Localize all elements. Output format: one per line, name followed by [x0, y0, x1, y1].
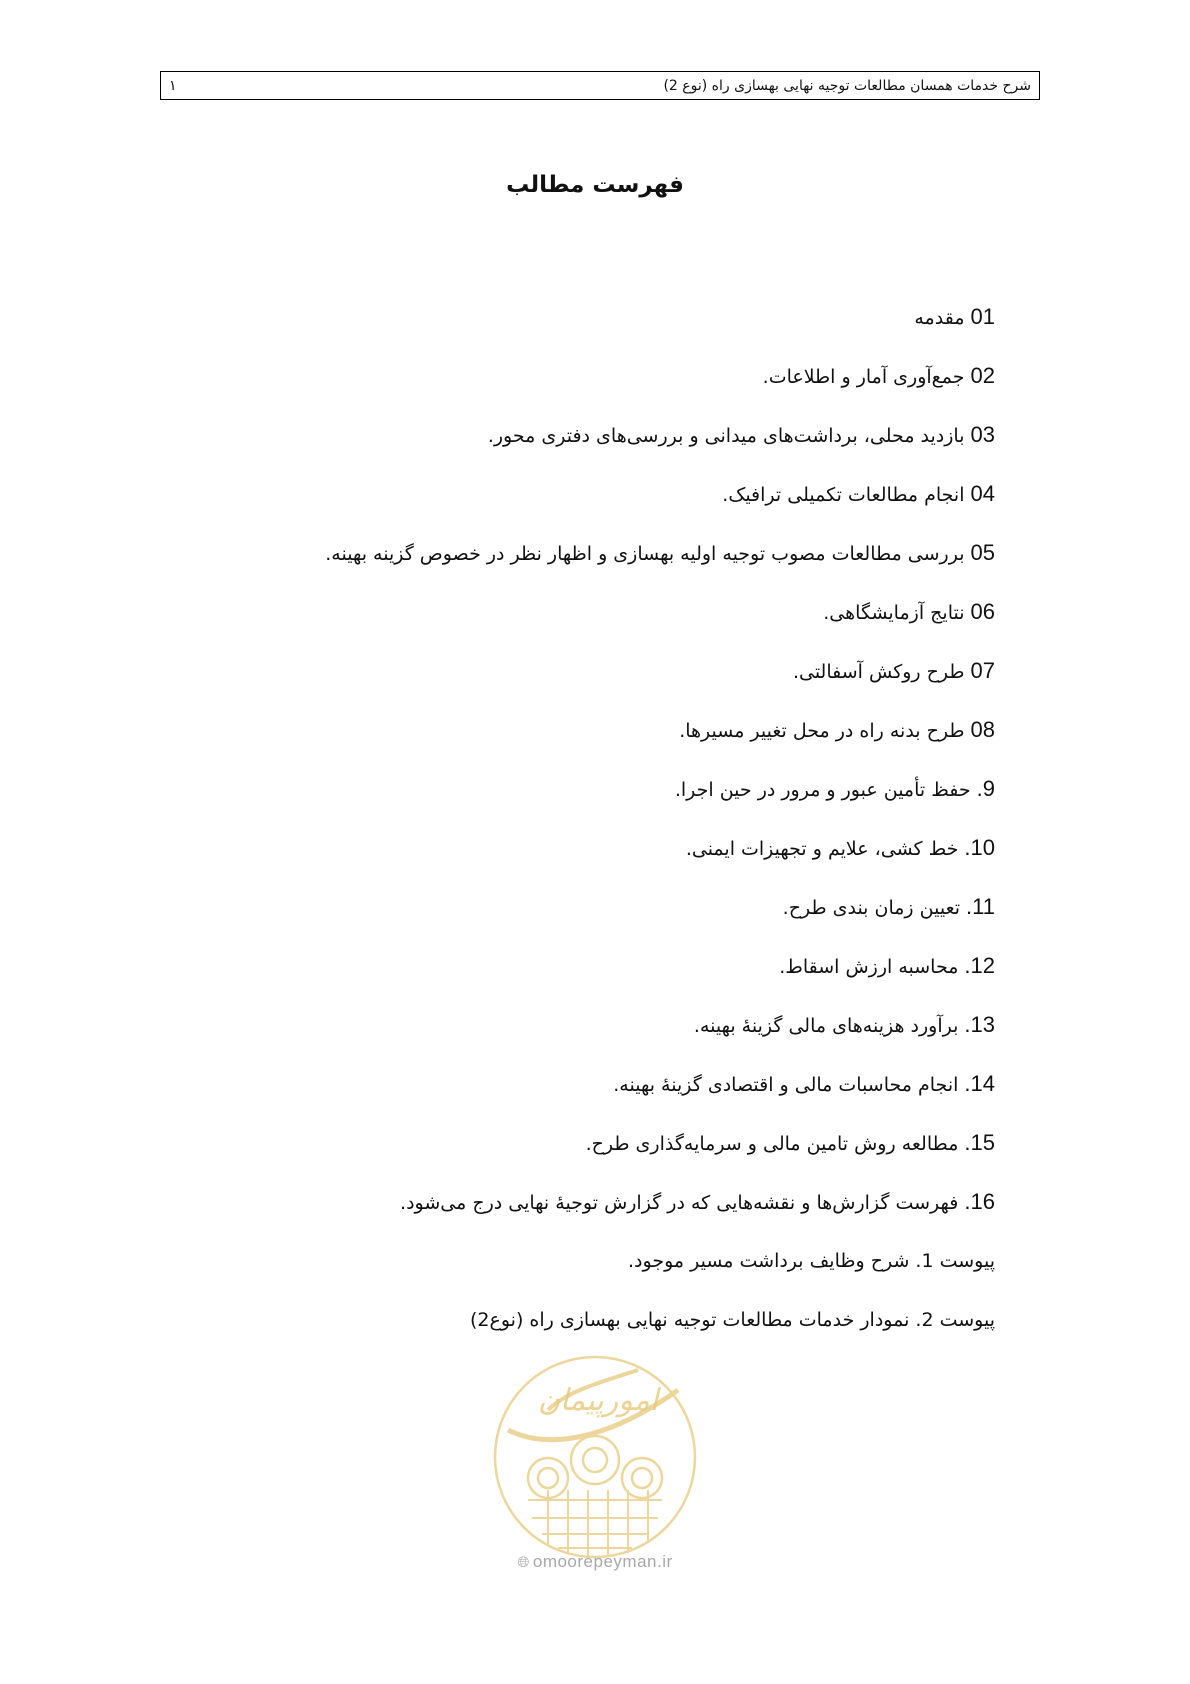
toc-item-text: جمع‌آوری آمار و اطلاعات. — [762, 366, 965, 388]
toc-item-text: نتایج آزمایشگاهی. — [823, 602, 965, 624]
toc-item-number: 16. — [964, 1189, 995, 1214]
toc-item-text: تعیین زمان بندی طرح. — [782, 897, 961, 919]
toc-item-text: برآورد هزینه‌های مالی گزینۀ بهینه. — [693, 1015, 959, 1037]
toc-item-number: 10. — [964, 835, 995, 860]
header-doc-title: شرح خدمات همسان مطالعات توجیه نهایی بهسازی راه (نوع 2) — [663, 77, 1031, 94]
header-page-number: ۱ — [169, 77, 177, 94]
toc-item — [135, 715, 995, 774]
watermark-website: omoorepeyman.ir — [532, 1552, 673, 1571]
toc-item-text: فهرست گزارش‌ها و نقشه‌هایی که در گزارش توجیۀ نهایی درج می‌شود. — [400, 1192, 959, 1214]
table-of-contents — [135, 302, 995, 1364]
toc-item — [135, 1246, 995, 1305]
toc-item-number: 12. — [964, 953, 995, 978]
toc-item-text: طرح بدنه راه در محل تغییر مسیرها. — [679, 720, 965, 742]
page-title: فهرست مطالب — [506, 172, 684, 198]
toc-item-number: 15. — [964, 1130, 995, 1155]
toc-item-number: 07 — [970, 658, 995, 683]
toc-item — [135, 951, 995, 1010]
toc-item-text: طرح روکش آسفالتی. — [792, 661, 965, 683]
toc-item-text: مقدمه — [914, 307, 965, 329]
toc-item — [135, 1010, 995, 1069]
toc-item — [135, 892, 995, 951]
toc-item-number: 11. — [966, 894, 995, 919]
toc-item-text: انجام محاسبات مالی و اقتصادی گزینۀ بهینه. — [613, 1074, 959, 1096]
toc-item-number: 13. — [964, 1012, 995, 1037]
toc-item-text: بررسی مطالعات مصوب توجیه اولیه بهسازی و اظهار نظر در خصوص گزینه بهینه. — [325, 543, 965, 565]
toc-item-number: 06 — [970, 599, 995, 624]
globe-icon: 🌐︎ — [517, 1554, 530, 1571]
toc-item — [135, 656, 995, 715]
toc-item — [135, 361, 995, 420]
toc-item-text: خط کشی، علایم و تجهیزات ایمنی. — [685, 838, 959, 860]
toc-item-number: 08 — [970, 717, 995, 742]
toc-item-number: 01 — [970, 304, 995, 329]
watermark-logo — [488, 1350, 702, 1564]
toc-item — [135, 833, 995, 892]
toc-item — [135, 479, 995, 538]
toc-item — [135, 1187, 995, 1246]
toc-item — [135, 597, 995, 656]
toc-item-text: انجام مطالعات تکمیلی ترافیک. — [722, 484, 965, 506]
toc-item-text: حفظ تأمین عبور و مرور در حین اجرا. — [674, 779, 971, 801]
watermark-caption — [0, 1552, 1190, 1572]
toc-item-text: پیوست 1. شرح وظایف برداشت مسیر موجود. — [628, 1250, 995, 1272]
toc-item-number: 03 — [970, 422, 995, 447]
toc-item — [135, 1128, 995, 1187]
toc-item — [135, 538, 995, 597]
toc-item-number: 04 — [970, 481, 995, 506]
toc-item — [135, 420, 995, 479]
toc-item-number: 14. — [964, 1071, 995, 1096]
toc-item-number: 9. — [976, 776, 995, 801]
toc-item — [135, 302, 995, 361]
toc-item-number: 02 — [970, 363, 995, 388]
toc-item — [135, 774, 995, 833]
watermark-logo-text: امورپیمان — [537, 1383, 659, 1418]
toc-item-number: 05 — [970, 540, 995, 565]
page-header — [160, 71, 1040, 100]
toc-item-text: پیوست 2. نمودار خدمات مطالعات توجیه نهایی بهسازی راه (نوع2) — [470, 1309, 995, 1331]
toc-item-text: بازدید محلی، برداشت‌های میدانی و بررسی‌های دفتری محور. — [487, 425, 965, 447]
toc-item-text: مطالعه روش تامین مالی و سرمایه‌گذاری طرح. — [585, 1133, 959, 1155]
toc-item — [135, 1069, 995, 1128]
toc-item-text: محاسبه ارزش اسقاط. — [779, 956, 959, 978]
